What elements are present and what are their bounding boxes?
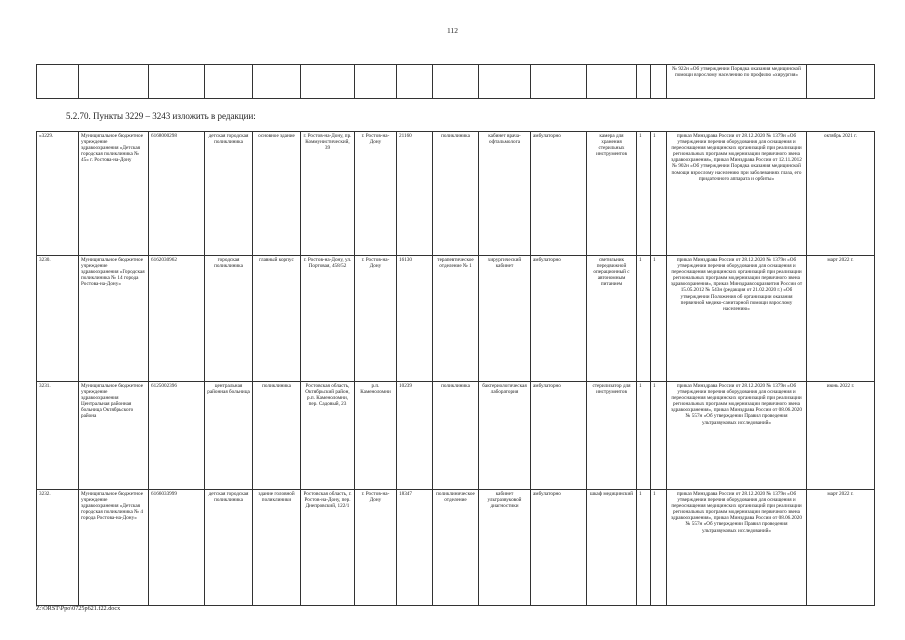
cell-type: детская городская поликлиника <box>205 132 253 256</box>
cell-room: хирургический кабинет <box>479 256 531 382</box>
cell-address: Ростовская область, г. Ростов-на-Дону, пер. Днепровский, 122/1 <box>301 490 355 606</box>
cell-address: г. Ростов-на-Дону, ул. Портовая, 458/52 <box>301 256 355 382</box>
cell-type: центральная районная больница <box>205 382 253 490</box>
cell-inn: 6168000298 <box>149 132 205 256</box>
cell-num: 3231. <box>37 382 79 490</box>
cell-date: март 2022 г. <box>807 256 875 382</box>
cell-care: амбулаторно <box>531 382 587 490</box>
document-cell: № 922н «Об утверждении Порядка оказания медицинской помощи взрослому населению по профилю «хирургия» <box>667 65 807 99</box>
cell-unit: поликлиническое отделение <box>433 490 479 606</box>
cell-org: Муниципальное бюджетное учреждение здравоохранения «Детская городская поликлиника № 4 города Ростова-на-Дону» <box>79 490 149 606</box>
cell-q2: 1 <box>651 490 667 606</box>
cell-q1: 1 <box>637 490 651 606</box>
table-row <box>37 256 875 382</box>
cell-equipment: светильник передвижной операционный с автономным питанием <box>587 256 637 382</box>
cell-docs: приказ Минздрава России от 28.12.2020 № 1379н «Об утверждении перечня оборудования для оснащения и переоснащения медицинских организаций при реализации региональных программ модернизации первичного звена здравоохранения», приказ Минздрава России от 12.11.2012 № 902н «Об утверждении Порядка оказания медицинской помощи взрослому населению при заболеваниях глаза, его придаточного аппарата и орбиты» <box>667 132 807 256</box>
cell-q1: 1 <box>637 132 651 256</box>
cell-code: 18347 <box>397 490 433 606</box>
cell-q2: 1 <box>651 382 667 490</box>
cell-care: амбулаторно <box>531 132 587 256</box>
cell-room: бактериологическая лаборатория <box>479 382 531 490</box>
cell-q1: 1 <box>637 256 651 382</box>
cell-locality: р.п. Каменоломни <box>355 382 397 490</box>
cell-docs: приказ Минздрава России от 28.12.2020 № 1379н «Об утверждении перечня оборудования для оснащения и переоснащения медицинских организаций при реализации региональных программ модернизации первичного звена здравоохранения», приказ Минздрава России от 08.06.2020 № 557н «Об утверждении Правил проведения ультразвуковых исследований» <box>667 490 807 606</box>
cell-type: городская поликлиника <box>205 256 253 382</box>
cell-building: здание головной поликлиники <box>253 490 301 606</box>
cell-inn: 6162030962 <box>149 256 205 382</box>
table-row <box>37 382 875 490</box>
cell-docs: приказ Минздрава России от 28.12.2020 № 1379н «Об утверждении перечня оборудования для оснащения и переоснащения медицинских организаций при реализации региональных программ модернизации первичного звена здравоохранения», приказ Минздравсоцразвития России от 15.05.2012 № 543н (редакция от 21.02.2020 г.) «Об утверждении Положения об организации оказания первичной медико-санитарной помощи взрослому населению» <box>667 256 807 382</box>
cell-code: 21160 <box>397 132 433 256</box>
cell-care: амбулаторно <box>531 490 587 606</box>
page-number: 112 <box>447 26 458 35</box>
cell-code: 10239 <box>397 382 433 490</box>
cell-address: г. Ростов-на-Дону, пр. Коммунистический, 39 <box>301 132 355 256</box>
cell-type: детская городская поликлиника <box>205 490 253 606</box>
cell-equipment: шкаф медицинский <box>587 490 637 606</box>
cell-equipment: стерилизатор для инструментов <box>587 382 637 490</box>
table-row <box>37 132 875 256</box>
cell-building: основное здание <box>253 132 301 256</box>
cell-unit: поликлиника <box>433 132 479 256</box>
cell-building: поликлиника <box>253 382 301 490</box>
cell-room: кабинет врача-офтальмолога <box>479 132 531 256</box>
cell-org: Муниципальное бюджетное учреждение здравоохранения «Городская поликлиника № 14 города Ростова-на-Дону» <box>79 256 149 382</box>
previous-table-fragment <box>36 64 875 99</box>
table-row <box>37 490 875 606</box>
cell-org: Муниципальное бюджетное учреждение здравоохранения «Детская городская поликлиника № 45» г. Ростова-на-Дону <box>79 132 149 256</box>
file-path-footer: Z:\ORST\Ppo\0725p621.f22.docx <box>36 605 121 612</box>
cell-locality: г. Ростов-на-Дону <box>355 132 397 256</box>
cell-q1: 1 <box>637 382 651 490</box>
table-row <box>37 65 875 99</box>
cell-q2: 1 <box>651 256 667 382</box>
cell-unit: поликлиника <box>433 382 479 490</box>
cell-inn: 6166033999 <box>149 490 205 606</box>
cell-num: «3229. <box>37 132 79 256</box>
cell-date: октябрь 2021 г. <box>807 132 875 256</box>
cell-equipment: камера для хранения стерильных инструментов <box>587 132 637 256</box>
section-heading: 5.2.70. Пункты 3229 – 3243 изложить в редакции: <box>66 111 256 121</box>
cell-building: главный корпус <box>253 256 301 382</box>
cell-date: июнь 2022 г. <box>807 382 875 490</box>
equipment-table <box>36 131 875 606</box>
cell-inn: 6125002396 <box>149 382 205 490</box>
cell-num: 3230. <box>37 256 79 382</box>
cell-docs: приказ Минздрава России от 28.12.2020 № 1379н «Об утверждении перечня оборудования для оснащения и переоснащения медицинских организаций при реализации региональных программ модернизации первичного звена здравоохранения», приказ Минздрава России от 08.06.2020 № 557н «Об утверждении Правил проведения ультразвуковых исследований» <box>667 382 807 490</box>
cell-locality: г. Ростов-на-Дону <box>355 490 397 606</box>
cell-address: Ростовская область, Октябрьский район, р.п. Каменоломни, пер. Садовый, 23 <box>301 382 355 490</box>
cell-care: амбулаторно <box>531 256 587 382</box>
cell-room: кабинет ультразвуковой диагностики <box>479 490 531 606</box>
cell-unit: терапевтическое отделение № 1 <box>433 256 479 382</box>
cell-code: 16130 <box>397 256 433 382</box>
cell-date: март 2022 г. <box>807 490 875 606</box>
cell-org: Муниципальное бюджетное учреждение здравоохранения Центральная районная больница Октябрьского района <box>79 382 149 490</box>
cell-q2: 1 <box>651 132 667 256</box>
cell-num: 3232. <box>37 490 79 606</box>
cell-locality: г. Ростов-на-Дону <box>355 256 397 382</box>
